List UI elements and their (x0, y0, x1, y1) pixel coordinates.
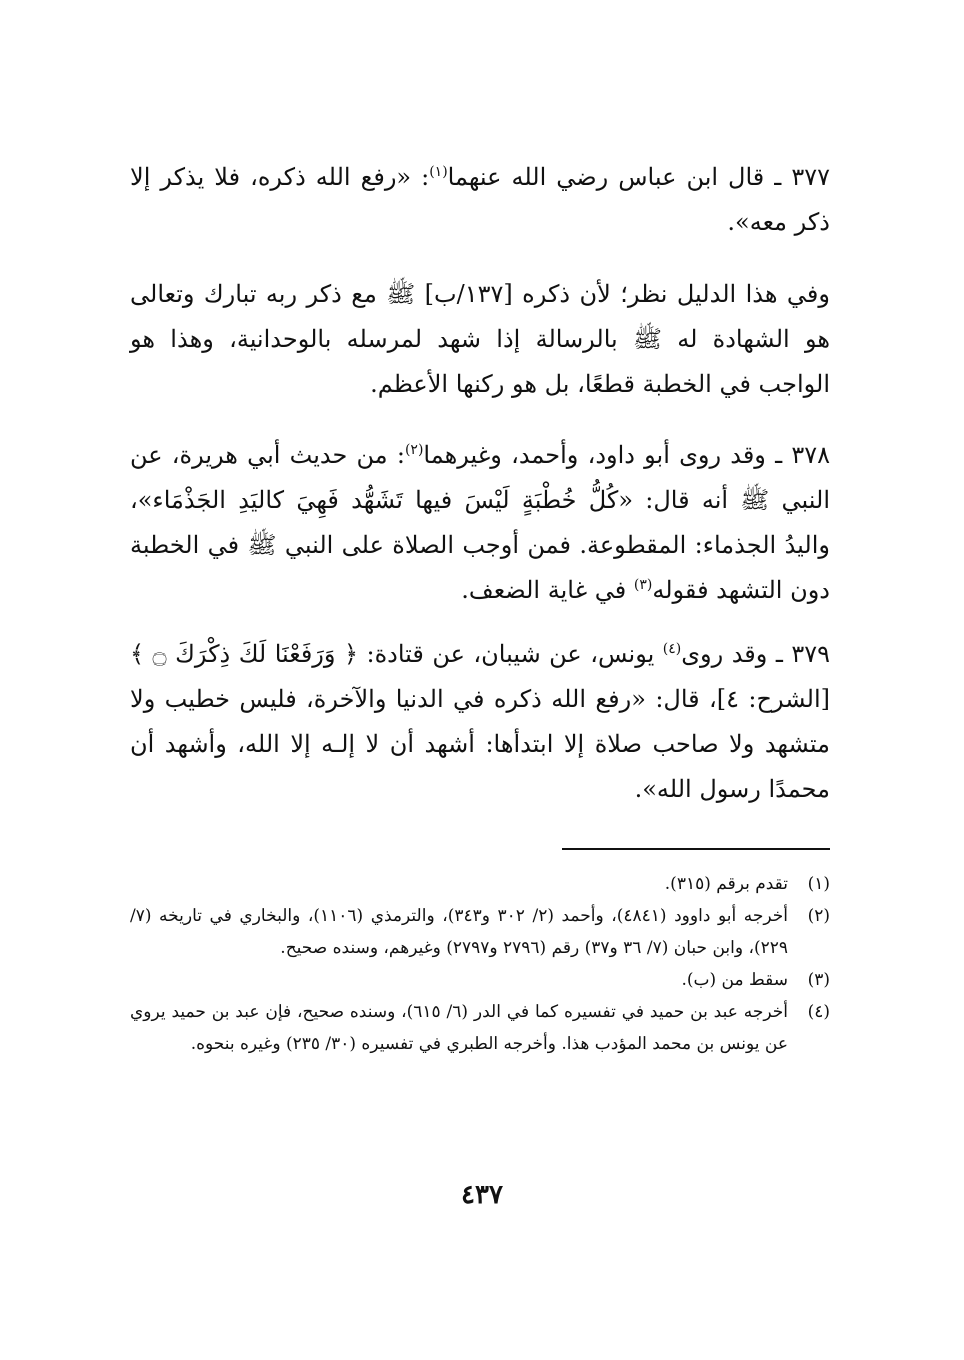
footnote-3 (130, 964, 830, 996)
paragraph-378-text-c: في غاية الضعف. (461, 576, 634, 604)
footnote-text: تقدم برقم (٣١٥). (664, 874, 788, 894)
footnote-text: سقط من (ب). (681, 970, 788, 990)
paragraph-377 (130, 155, 830, 245)
paragraph-commentary-text: وفي هذا الدليل نظر؛ لأن ذكره [١٣٧/ب] ﷺ مع ذكر ربه تبارك وتعالى هو الشهادة له ﷺ بالرسالة إذا شهد لمرسله بالوحدانية، وهذا هو الواجب في الخطبة قطعًا، بل هو ركنها الأعظم. (130, 280, 830, 398)
paragraph-commentary (130, 272, 830, 407)
paragraph-377-text-b: : «رفع الله ذكره، فلا يذكر إلا ذكر معه». (130, 163, 830, 236)
footnotes (130, 868, 830, 1060)
footnote-ref-4[interactable]: (٤) (662, 641, 682, 657)
footnote-separator (562, 848, 830, 850)
footnote-number: (٤) (807, 1002, 830, 1022)
footnote-text: أخرجه أبو داوود (٤٨٤١)، وأحمد (٢/ ٣٠٢ و٣٤٣)، والترمذي (١١٠٦)، والبخاري في تاريخه (٧/ ٢٢٩)، وابن حبان (٧/ ٣٦ و٣٧) رقم (٢٧٩٦ و٢٧٩٧) وغيرهم، وسنده صحيح. (130, 906, 788, 958)
footnote-1 (130, 868, 830, 900)
footnote-number: (٣) (807, 970, 830, 990)
paragraph-378 (130, 433, 830, 613)
footnote-4 (130, 996, 830, 1060)
paragraph-378-text-b: : من حديث أبي هريرة، عن النبي ﷺ أنه قال: «كُلُّ خُطْبَةٍ لَيْسَ فيها تَشَهُّد فَهِيَ كاليَدِ الجَذْمَاء»، واليدُ الجذماء: المقطوعة. فمن أوجب الصلاة على النبي ﷺ في الخطبة دون التشهد فقوله (130, 441, 830, 604)
paragraph-379 (130, 632, 830, 812)
footnote-text: أخرجه عبد بن حميد في تفسيره كما في الدر (٦/ ٦١٥)، وسنده صحيح، فإن عبد بن حميد يروي عن يونس بن محمد المؤدب هذا. وأخرجه الطبري في تفسيره (٣٠/ ٢٣٥) وغيره بنحوه. (130, 1002, 788, 1054)
footnote-number: (١) (807, 874, 830, 894)
footnote-number: (٢) (807, 906, 830, 926)
paragraph-379-text-b: يونس، عن شيبان، عن قتادة: ﴿ وَرَفَعْنَا لَكَ ذِكْرَكَ ۝ ﴾ [الشرح: ٤]، قال: «رفع الله ذكره في الدنيا والآخرة، فليس خطيب ولا متشهد ولا صاحب صلاة إلا ابتدأها: أشهد أن لا إلـه إلا الله، وأشهد أن محمدًا رسول الله». (130, 640, 831, 803)
footnote-ref-3[interactable]: (٣) (633, 577, 653, 593)
page-number: ٤٣٧ (461, 1180, 503, 1210)
paragraph-379-text-a: ٣٧٩ ـ وقد روى (681, 640, 831, 668)
footnote-2 (130, 900, 830, 964)
paragraph-378-text-a: ٣٧٨ ـ وقد روى أبو داود، وأحمد، وغيرهما (423, 441, 830, 469)
footnote-ref-1[interactable]: (١) (429, 164, 448, 180)
footnote-ref-2[interactable]: (٢) (404, 442, 424, 458)
paragraph-377-text-a: ٣٧٧ ـ قال ابن عباس رضي الله عنهما (447, 163, 830, 191)
